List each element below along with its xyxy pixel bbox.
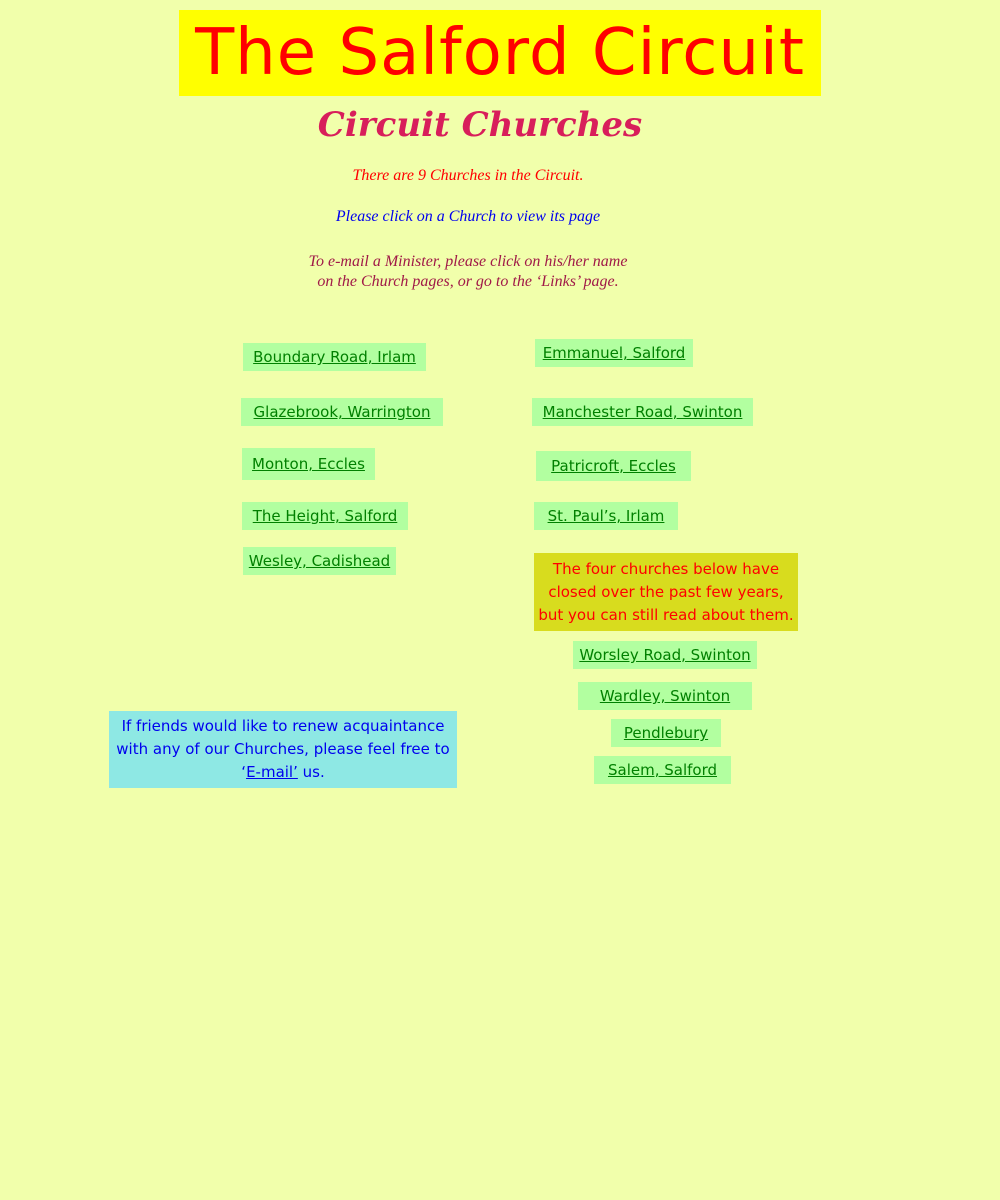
church-link-monton-eccles[interactable]: Monton, Eccles [242,448,375,480]
church-link-boundary-road-irlam[interactable]: Boundary Road, Irlam [243,343,426,371]
church-link-manchester-road-swinton[interactable]: Manchester Road, Swinton [532,398,753,426]
email-instruction-text: To e-mail a Minister, please click on his/her name on the Church pages, or go to the ‘Links’ page. [308,253,628,290]
church-link-worsley-road-swinton[interactable]: Worsley Road, Swinton [573,641,757,669]
friends-text-after: us. [297,763,325,781]
church-link-salem-salford[interactable]: Salem, Salford [594,756,731,784]
church-link-pendlebury[interactable]: Pendlebury [611,719,721,747]
church-link-patricroft-eccles[interactable]: Patricroft, Eccles [536,451,691,481]
click-instruction-text: Please click on a Church to view its page [335,208,601,225]
church-link-wesley-cadishead[interactable]: Wesley, Cadishead [243,547,396,575]
church-link-st-pauls-irlam[interactable]: St. Paul’s, Irlam [534,502,678,530]
title-banner [179,10,821,96]
page-subtitle: Circuit Churches [317,105,643,145]
page-title: The Salford Circuit [195,16,805,90]
church-link-the-height-salford[interactable]: The Height, Salford [242,502,408,530]
friends-text-before: If friends would like to renew acquaintance with any of our Churches, please feel free to ‘ [116,717,450,781]
church-link-glazebrook-warrington[interactable]: Glazebrook, Warrington [241,398,443,426]
closed-churches-note: The four churches below have closed over the past few years, but you can still read about them. [534,553,798,631]
friends-contact-box [109,711,457,788]
friends-contact-text [115,715,451,784]
church-count-text: There are 9 Churches in the Circuit. [352,167,584,184]
church-link-emmanuel-salford[interactable]: Emmanuel, Salford [535,339,693,367]
church-link-wardley-swinton[interactable]: Wardley, Swinton [578,682,752,710]
email-link[interactable]: E-mail’ [246,763,298,781]
